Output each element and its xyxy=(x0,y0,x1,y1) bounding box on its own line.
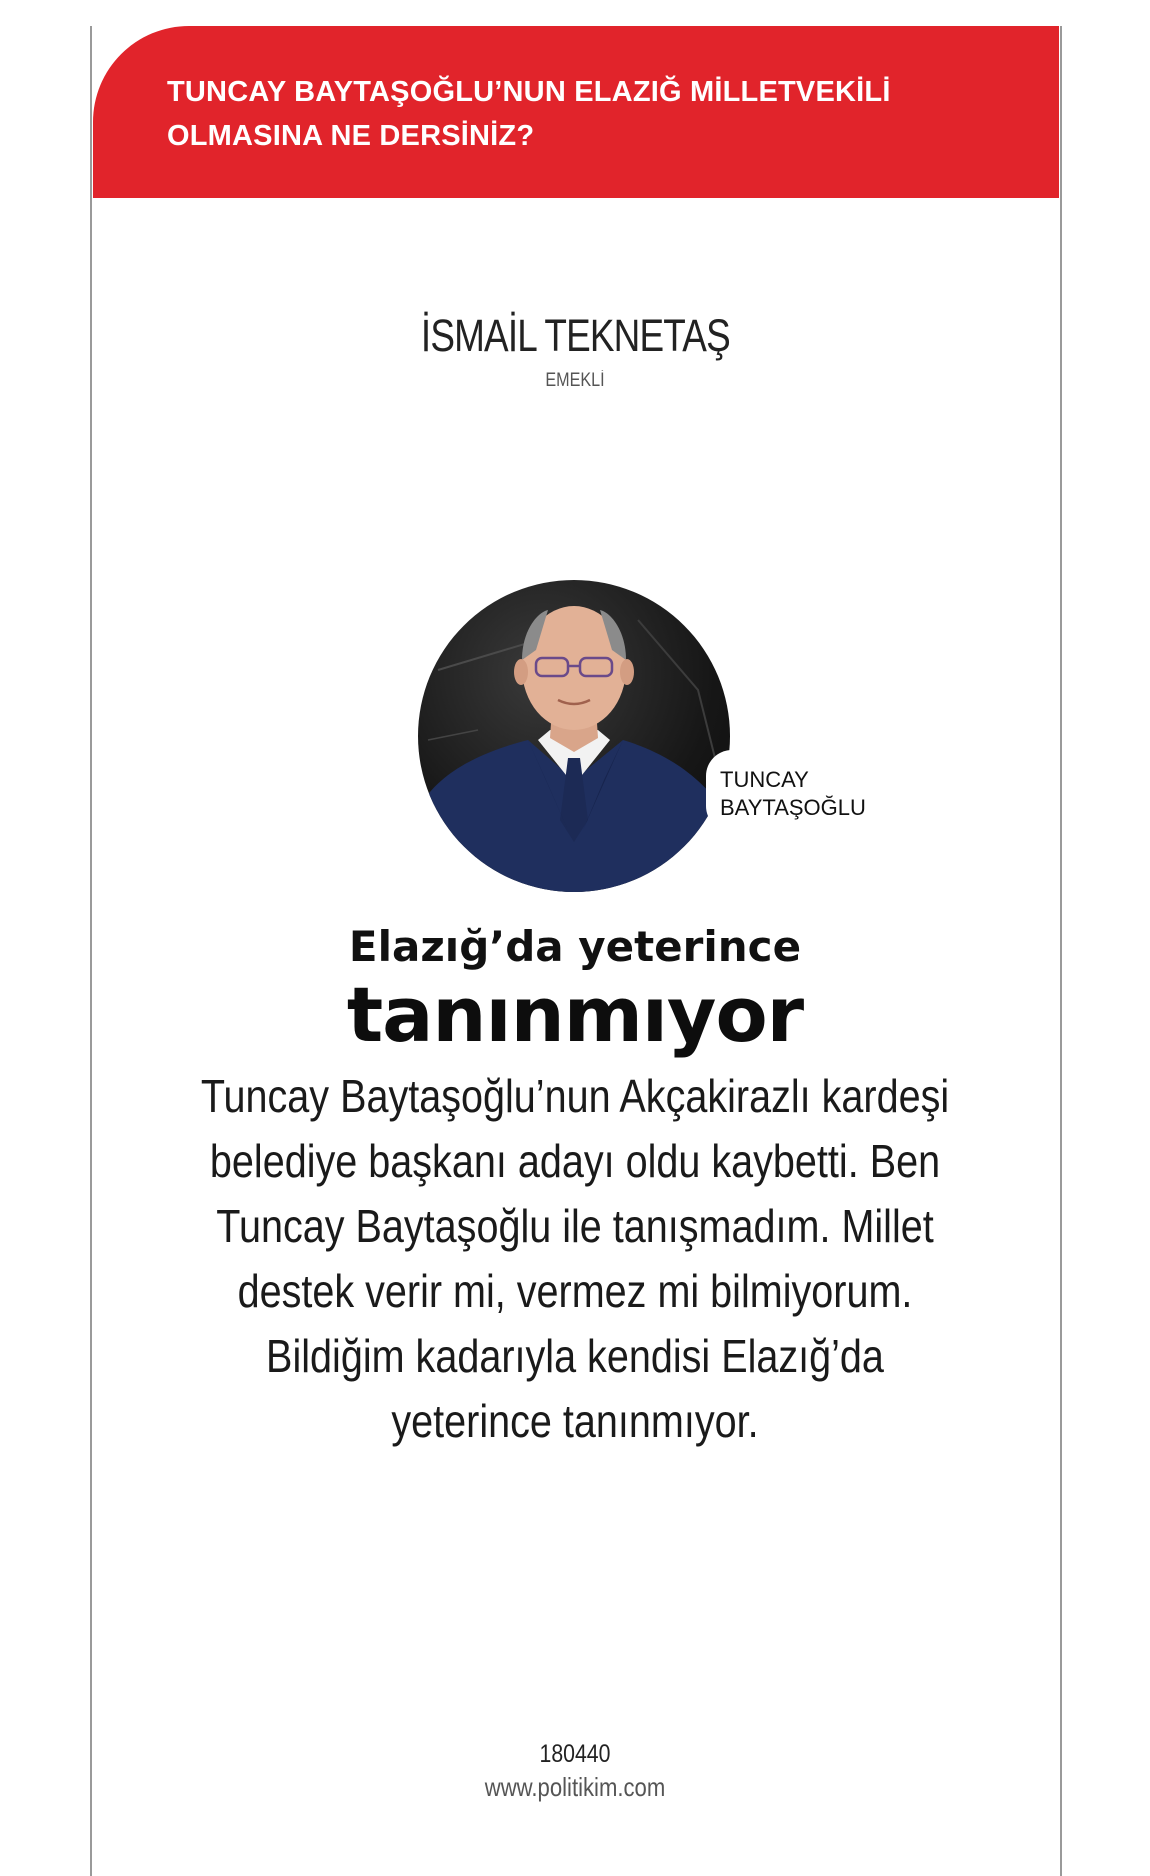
author-block xyxy=(0,310,1150,392)
article-id: 180440 xyxy=(539,1740,611,1768)
author-role: EMEKLİ xyxy=(545,370,605,391)
portrait-photo xyxy=(418,580,730,892)
headline-line-1: Elazığ’da yeterince xyxy=(348,922,802,971)
question-banner xyxy=(93,26,1059,198)
footer xyxy=(0,1738,1150,1804)
subject-last-name: BAYTAŞOĞLU xyxy=(720,795,866,820)
question-title: TUNCAY BAYTAŞOĞLU’NUN ELAZIĞ MİLLETVEKİLİ OLMASINA NE DERSİNİZ? xyxy=(167,76,891,152)
website-link[interactable]: www.politikim.com xyxy=(484,1772,666,1802)
author-name: İSMAİL TEKNETAŞ xyxy=(420,310,730,361)
headline-line-2: tanınmıyor xyxy=(346,970,804,1059)
person-portrait-icon xyxy=(418,580,730,892)
answer-text: Tuncay Baytaşoğlu’nun Akçakirazlı kardeşi belediye başkanı adayı oldu kaybetti. Ben Tuncay Baytaşoğlu ile tanışmadım. Millet destek verir mi, vermez mi bilmiyorum. Bildiğim kadarıyla kendisi Elazığ’da yeterince tanınmıyor. xyxy=(200,1070,950,1447)
headline xyxy=(0,922,1150,1058)
subject-name-tag xyxy=(706,750,888,832)
subject-first-name: TUNCAY xyxy=(720,767,809,792)
